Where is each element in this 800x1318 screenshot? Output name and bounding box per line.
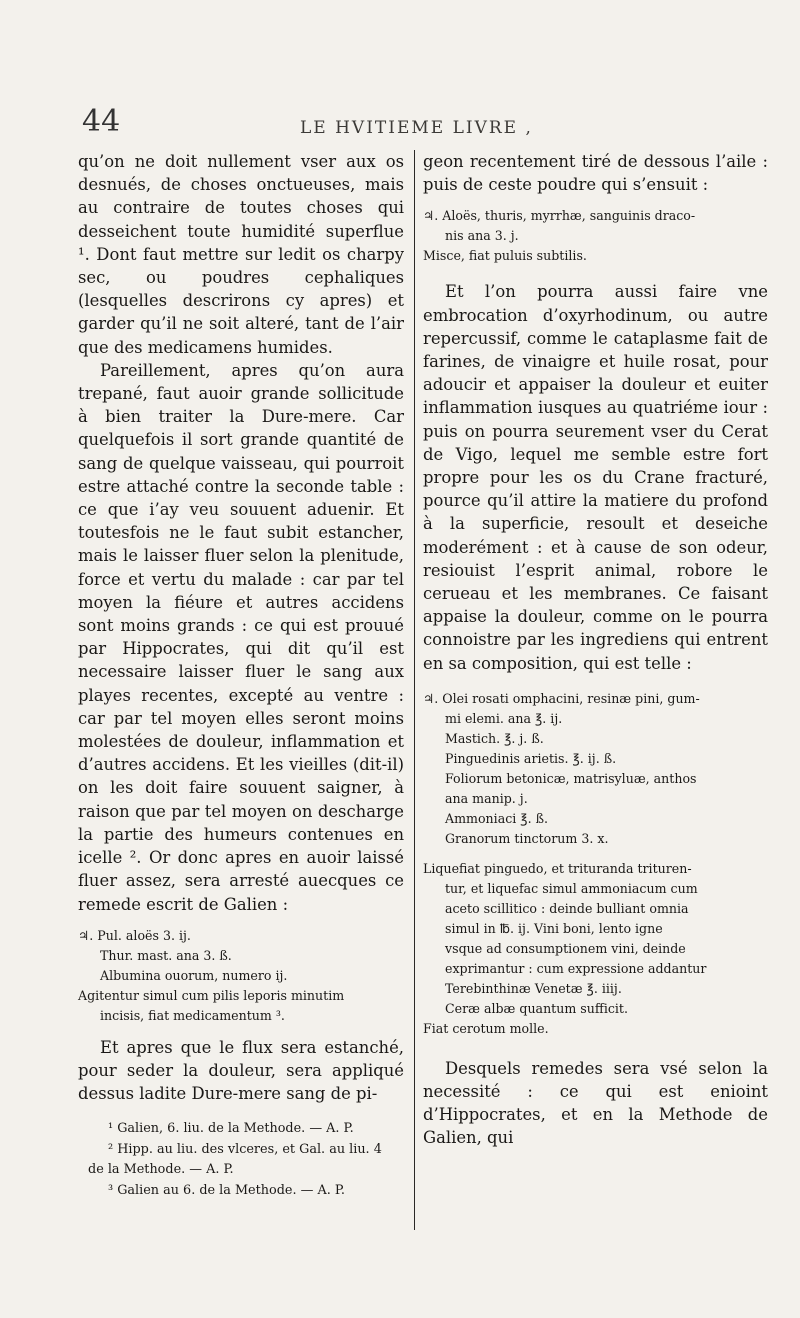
rx-line: tur, et liquefac simul ammoniacum cum [445, 880, 698, 896]
rx-line: ♃. Aloës, thuris, myrrhæ, sanguinis draco- [423, 208, 696, 224]
rx-line: incisis, fiat medicamentum ³. [100, 1007, 285, 1023]
rx-line: Terebinthinæ Venetæ ℥. iiij. [445, 980, 622, 996]
rx-line: nis ana 3. j. [445, 228, 519, 244]
right-prescription-3 [423, 859, 768, 1039]
left-prescription [78, 926, 404, 1026]
rx-line: Misce, fiat puluis subtilis. [423, 248, 587, 264]
footnote: ³ Galien au 6. de la Methode. — A. P. [108, 1182, 345, 1198]
right-prescription-2 [423, 689, 768, 849]
rx-line: Fiat cerotum molle. [423, 1020, 549, 1036]
rx-line: Liquefiat pinguedo, et trituranda trituren- [423, 860, 692, 876]
rx-line: ♃. Olei rosati omphacini, resinæ pini, gum- [423, 690, 700, 706]
rx-line: Ammoniaci ℥. ß. [445, 810, 548, 826]
rx-line: Agitentur simul cum pilis leporis minutim [78, 987, 345, 1003]
rx-line: Mastich. ℥. j. ß. [445, 730, 544, 746]
left-paragraph-1: qu’on ne doit nullement vser aux os desnués, de choses onctueuses, mais au contraire de toutes choses qui desseichent toute humidité superflue ¹. Dont faut mettre sur ledit os charpy sec, ou poudres cephaliques (lesquelles descrirons cy apres) et garder qu’il ne soit alteré, tant de l’air que des medicamens humides. [78, 152, 404, 357]
rx-line: simul in ℔. ij. Vini boni, lento igne [445, 920, 663, 936]
footnote: de la Methode. — A. P. [88, 1162, 234, 1178]
rx-line: vsque ad consumptionem vini, deinde [445, 940, 686, 956]
left-paragraph-3: Et apres que le flux sera estanché, pour seder la douleur, sera appliqué dessus ladite Dure-mere sang de pi- [78, 1037, 404, 1104]
footnotes [78, 1119, 404, 1201]
footnote: ² Hipp. au liu. des vlceres, et Gal. au liu. 4 [108, 1141, 382, 1157]
rx-line: Granorum tinctorum 3. x. [445, 830, 609, 846]
left-paragraph-2: Pareillement, apres qu’on aura trepané, faut auoir grande sollicitude à bien traiter la Dure-mere. Car quelquefois il sort grande quantité de sang de quelque vaisseau, qui pourroit estre attaché contre la seconde table : ce que i’ay veu souuent aduenir. Et toutesfois ne le faut subit estancher, mais le laisser fluer selon la plenitude, force et vertu du malade : car par tel moyen la fiéure et autres accidens sont moins grands : ce qui est prouué par Hippocrates, qui dit qu’il est necessaire laisser fluer le sang aux playes recentes, excepté au ventre : car par tel moyen elles seront moins molestées de douleur, inflammation et d’autres accidens. Et les vieilles (dit-il) on les doit faire souuent saigner, à raison que par tel moyen on descharge la partie des humeurs contenues en icelle ². Or donc apres en auoir laissé fluer assez, sera arresté auecques ce remede escrit de Galien : [78, 360, 404, 914]
rx-line: Thur. mast. ana 3. ß. [100, 947, 232, 963]
rx-line: ♃. Pul. aloës 3. ij. [78, 927, 191, 943]
rx-line: ana manip. j. [445, 790, 528, 806]
rx-line: exprimantur : cum expressione addantur [445, 960, 707, 976]
rx-line: Pinguedinis arietis. ℥. ij. ß. [445, 750, 617, 766]
rx-line: aceto scillitico : deinde bulliant omnia [445, 900, 689, 916]
running-head: LE HVITIEME LIVRE , [300, 118, 533, 138]
left-column [78, 150, 404, 1201]
right-prescription-1 [423, 206, 768, 266]
right-paragraph-3: Desquels remedes sera vsé selon la necessité : ce qui est enioint d’Hippocrates, et en la Methode de Galien, qui [423, 1058, 768, 1148]
right-column [423, 150, 768, 1150]
right-paragraph-2: Et l’on pourra aussi faire vne embrocation d’oxyrhodinum, ou autre repercussif, comme le cataplasme fait de farines, de vinaigre et huile rosat, pour adoucir et appaiser la douleur et euiter inflammation iusques au quatriéme iour : puis on pourra seurement vser du Cerat de Vigo, lequel me semble estre fort propre pour les os du Crane fracturé, pource qu’il attire la matiere du profond à la superficie, resoult et deseiche moderément : et à cause de son odeur, resiouist l’esprit animal, robore le cerueau et les membranes. Ce faisant appaise la douleur, comme on le pourra connoistre par les ingrediens qui entrent en sa composition, qui est telle : [423, 282, 768, 673]
column-rule [414, 150, 415, 1230]
right-paragraph-1: geon recentement tiré de dessous l’aile : puis de ceste poudre qui s’ensuit : [423, 152, 768, 195]
page-number: 44 [82, 104, 121, 139]
rx-line: mi elemi. ana ℥. ij. [445, 710, 563, 726]
rx-line: Albumina ouorum, numero ij. [100, 967, 288, 983]
footnote: ¹ Galien, 6. liu. de la Methode. — A. P. [108, 1121, 354, 1137]
rx-line: Foliorum betonicæ, matrisyluæ, anthos [445, 770, 697, 786]
rx-line: Ceræ albæ quantum sufficit. [445, 1000, 628, 1016]
